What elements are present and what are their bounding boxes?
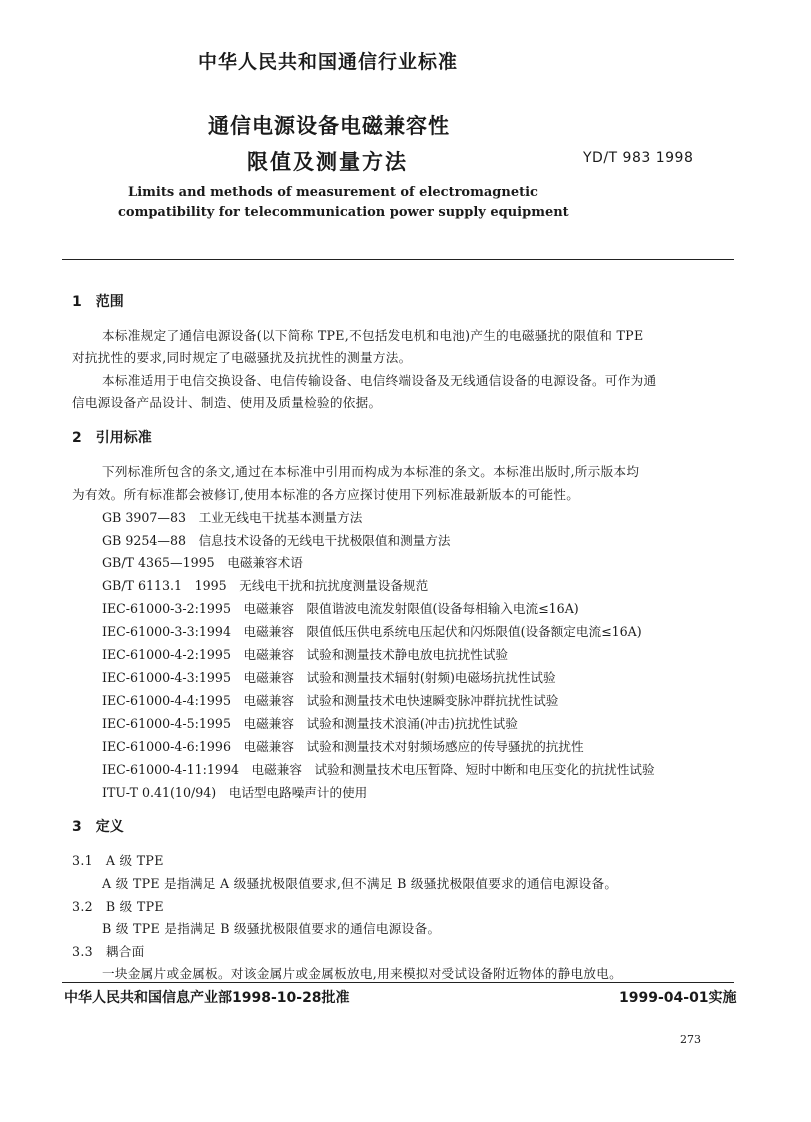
definition-3-1-title: 3.1 A 级 TPE xyxy=(72,853,164,868)
ref-gb9254: GB 9254—88 信息技术设备的无线电干扰极限值和测量方法 xyxy=(102,533,451,548)
definition-3-2-text: B 级 TPE 是指满足 B 级骚扰极限值要求的通信电源设备。 xyxy=(102,921,441,936)
title-zh-line1: 通信电源设备电磁兼容性 xyxy=(208,114,450,138)
title-zh-line2: 限值及测量方法 xyxy=(247,150,408,174)
ref-iec-4-5: IEC-61000-4-5:1995 电磁兼容 试验和测量技术浪涌(冲击)抗扰性试验 xyxy=(102,716,518,731)
approval-statement: 中华人民共和国信息产业部1998-10-28批准 xyxy=(64,990,350,1006)
ref-iec-3-2: IEC-61000-3-2:1995 电磁兼容 限值谐波电流发射限值(设备每相输入电流≤16A) xyxy=(102,601,579,616)
section-1-para2-line2: 信电源设备产品设计、制造、使用及质量检验的依据。 xyxy=(72,395,382,410)
ref-iec-3-3: IEC-61000-3-3:1994 电磁兼容 限值低压供电系统电压起伏和闪烁限值(设备额定电流≤16A) xyxy=(102,624,642,639)
definition-3-1-text: A 级 TPE 是指满足 A 级骚扰极限值要求,但不满足 B 级骚扰极限值要求的通信电源设备。 xyxy=(102,876,618,891)
section-1-para1-line1: 本标准规定了通信电源设备(以下简称 TPE,不包括发电机和电池)产生的电磁骚扰的限值和 TPE xyxy=(102,328,644,343)
ref-iec-4-6: IEC-61000-4-6:1996 电磁兼容 试验和测量技术对射频场感应的传导骚扰的抗扰性 xyxy=(102,739,584,754)
ref-gbt6113: GB/T 6113.1 1995 无线电干扰和抗扰度测量设备规范 xyxy=(102,578,429,593)
implementation-date: 1999-04-01实施 xyxy=(619,990,737,1006)
title-en-line1: Limits and methods of measurement of electromagnetic xyxy=(128,185,538,200)
section-3-heading: 3 定义 xyxy=(72,819,124,835)
title-en-line2: compatibility for telecommunication power supply equipment xyxy=(118,205,569,220)
page-number: 273 xyxy=(680,1033,701,1046)
section-1-para2-line1: 本标准适用于电信交换设备、电信传输设备、电信终端设备及无线通信设备的电源设备。可作为通 xyxy=(102,373,657,388)
ref-iec-4-2: IEC-61000-4-2:1995 电磁兼容 试验和测量技术静电放电抗扰性试验 xyxy=(102,647,509,662)
ref-iec-4-11: IEC-61000-4-11:1994 电磁兼容 试验和测量技术电压暂降、短时中断和电压变化的抗扰性试验 xyxy=(102,762,655,777)
ref-gb3907: GB 3907—83 工业无线电干扰基本测量方法 xyxy=(102,510,363,525)
section-1-para1-line2: 对抗扰性的要求,同时规定了电磁骚扰及抗扰性的测量方法。 xyxy=(72,350,412,365)
ref-iec-4-4: IEC-61000-4-4:1995 电磁兼容 试验和测量技术电快速瞬变脉冲群抗扰性试验 xyxy=(102,693,559,708)
section-1-heading: 1 范围 xyxy=(72,294,124,310)
definition-3-2-title: 3.2 B 级 TPE xyxy=(72,899,164,914)
ref-iec-4-3: IEC-61000-4-3:1995 电磁兼容 试验和测量技术辐射(射频)电磁场抗扰性试验 xyxy=(102,670,556,685)
section-2-heading: 2 引用标准 xyxy=(72,430,152,446)
ref-gbt4365: GB/T 4365—1995 电磁兼容术语 xyxy=(102,555,303,570)
definition-3-3-text: 一块金属片或金属板。对该金属片或金属板放电,用来模拟对受试设备附近物体的静电放电。 xyxy=(102,966,623,981)
section-2-para-line2: 为有效。所有标准都会被修订,使用本标准的各方应探讨使用下列标准最新版本的可能性。 xyxy=(72,487,580,502)
issuing-standard-header: 中华人民共和国通信行业标准 xyxy=(198,51,459,73)
section-2-para-line1: 下列标准所包含的条文,通过在本标准中引用而构成为本标准的条文。本标准出版时,所示版本均 xyxy=(102,464,640,479)
definition-3-3-title: 3.3 耦合面 xyxy=(72,944,145,959)
ref-itu-t-041: ITU-T 0.41(10/94) 电话型电路噪声计的使用 xyxy=(102,785,368,800)
header-divider xyxy=(62,259,734,260)
footer-divider xyxy=(62,982,734,983)
standard-number: YD/T 983 1998 xyxy=(583,150,694,166)
